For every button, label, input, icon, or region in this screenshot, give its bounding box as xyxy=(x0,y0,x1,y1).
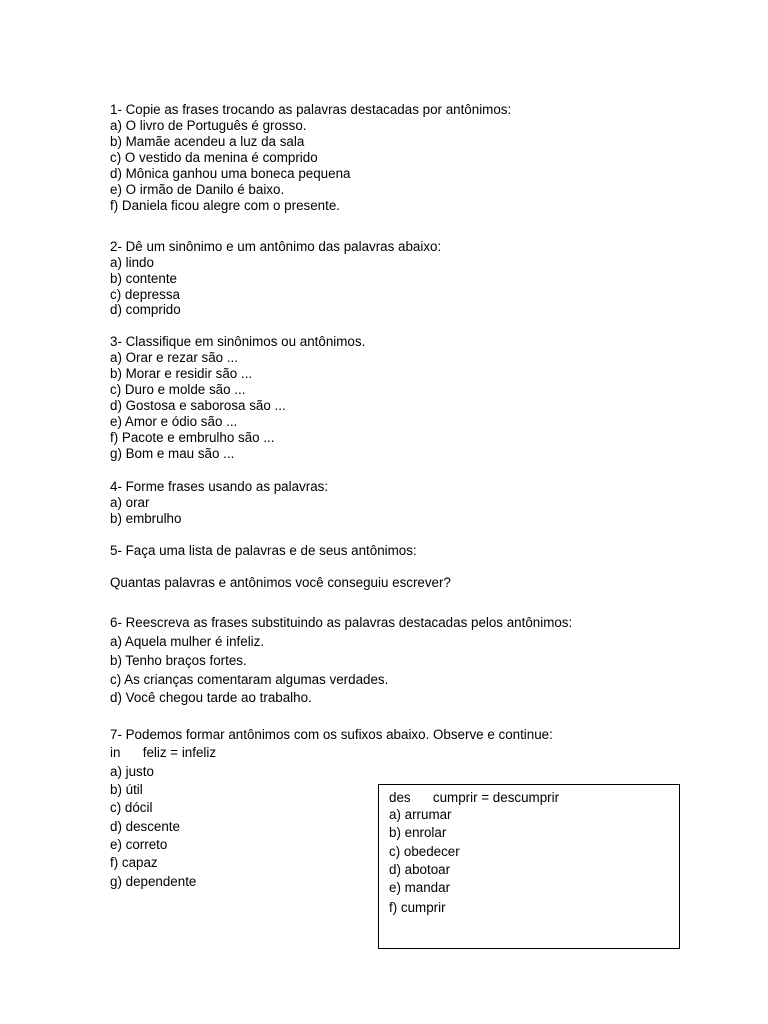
q3-item-a: a) Orar e rezar são ... xyxy=(110,350,238,365)
q2-item-d: d) comprido xyxy=(110,302,181,317)
q1-item-d: d) Mônica ganhou uma boneca pequena xyxy=(110,166,351,181)
q7-item-d: d) descente xyxy=(110,819,180,834)
q3-item-g: g) Bom e mau são ... xyxy=(110,446,235,461)
box-example: des cumprir = descumprir xyxy=(389,790,560,805)
q2-title: 2- Dê um sinônimo e um antônimo das palavras abaixo: xyxy=(110,239,442,254)
q6-item-a: a) Aquela mulher é infeliz. xyxy=(110,634,265,649)
q1-item-b: b) Mamãe acendeu a luz da sala xyxy=(110,134,305,149)
q4-title: 4- Forme frases usando as palavras: xyxy=(110,479,329,494)
q7-item-f: f) capaz xyxy=(110,855,158,870)
box-item-a: a) arrumar xyxy=(389,807,452,822)
q7-item-b: b) útil xyxy=(110,782,143,797)
box-item-f: f) cumprir xyxy=(389,900,446,915)
q5-title: 5- Faça uma lista de palavras e de seus antônimos: xyxy=(110,543,417,558)
q7-item-c: c) dócil xyxy=(110,800,153,815)
q1-item-a: a) O livro de Português é grosso. xyxy=(110,118,307,133)
q2-item-c: c) depressa xyxy=(110,287,180,302)
q7-item-g: g) dependente xyxy=(110,874,197,889)
q6-item-b: b) Tenho braços fortes. xyxy=(110,653,247,668)
q1-item-c: c) O vestido da menina é comprido xyxy=(110,150,318,165)
q7-title: 7- Podemos formar antônimos com os sufixos abaixo. Observe e continue: xyxy=(110,727,553,742)
box-item-e: e) mandar xyxy=(389,880,451,895)
q2-item-b: b) contente xyxy=(110,271,177,286)
box-item-c: c) obedecer xyxy=(389,844,460,859)
q3-item-b: b) Morar e residir são ... xyxy=(110,366,253,381)
q4-item-a: a) orar xyxy=(110,495,150,510)
q6-item-d: d) Você chegou tarde ao trabalho. xyxy=(110,690,312,705)
q1-title: 1- Copie as frases trocando as palavras destacadas por antônimos: xyxy=(110,102,512,117)
q2-item-a: a) lindo xyxy=(110,255,154,270)
q3-title: 3- Classifique em sinônimos ou antônimos. xyxy=(110,334,366,349)
q3-item-f: f) Pacote e embrulho são ... xyxy=(110,430,275,445)
q7-item-a: a) justo xyxy=(110,764,154,779)
q4-item-b: b) embrulho xyxy=(110,511,182,526)
q1-item-e: e) O irmão de Danilo é baixo. xyxy=(110,182,285,197)
des-prefix-box xyxy=(378,784,680,949)
q6-item-c: c) As crianças comentaram algumas verdades. xyxy=(110,672,389,687)
q3-item-e: e) Amor e ódio são ... xyxy=(110,414,238,429)
q3-item-d: d) Gostosa e saborosa são ... xyxy=(110,398,286,413)
q7-example: in feliz = infeliz xyxy=(110,745,217,760)
q6-title: 6- Reescreva as frases substituindo as palavras destacadas pelos antônimos: xyxy=(110,615,573,630)
box-item-d: d) abotoar xyxy=(389,862,451,877)
q1-item-f: f) Daniela ficou alegre com o presente. xyxy=(110,198,340,213)
box-item-b: b) enrolar xyxy=(389,825,447,840)
q3-item-c: c) Duro e molde são ... xyxy=(110,382,246,397)
q7-item-e: e) correto xyxy=(110,837,168,852)
q5-question: Quantas palavras e antônimos você conseguiu escrever? xyxy=(110,575,451,590)
